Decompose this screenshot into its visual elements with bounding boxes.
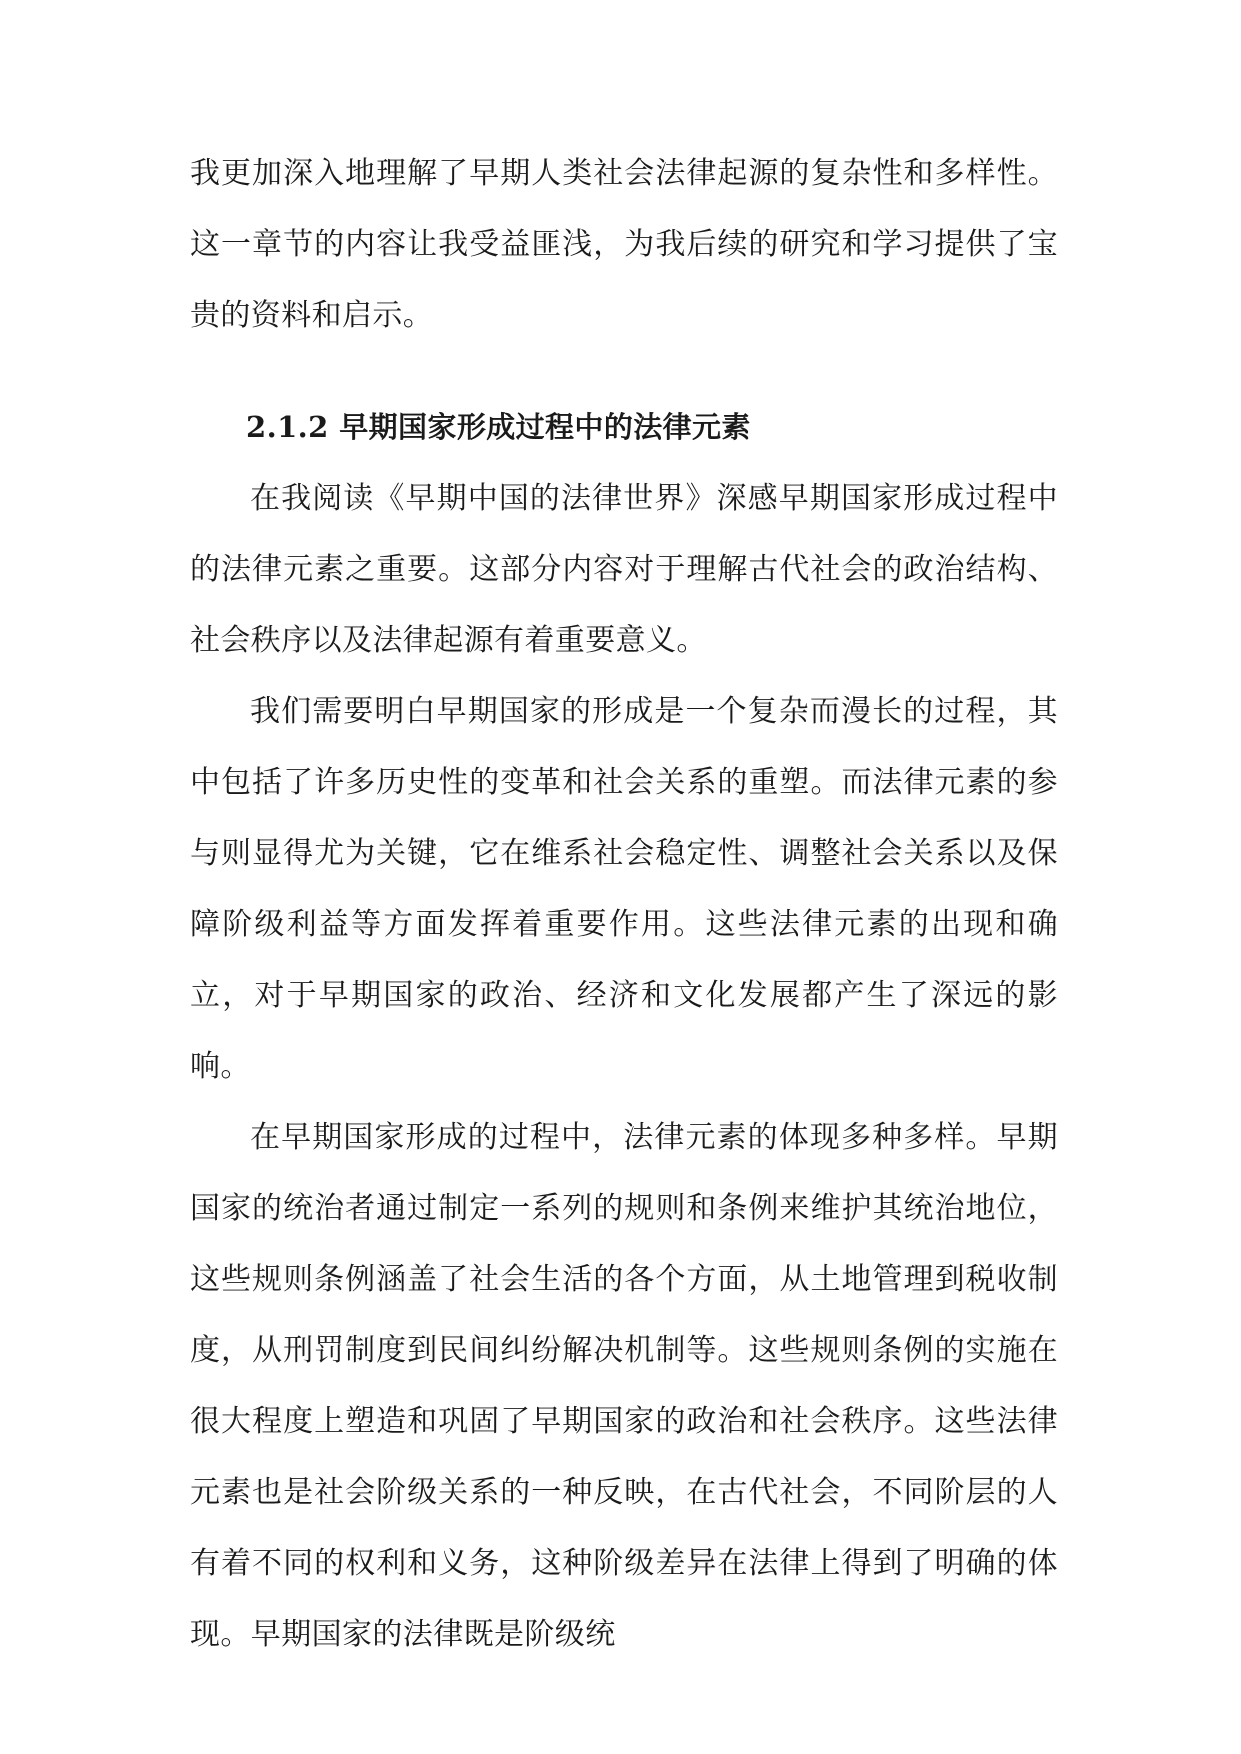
section-heading: 2.1.2 早期国家形成过程中的法律元素 — [246, 410, 751, 444]
body-paragraph: 在我阅读《早期中国的法律世界》深感早期国家形成过程中的法律元素之重要。这部分内容对于理解古代社会的政治结构、社会秩序以及法律起源有着重要意义。 — [190, 481, 1058, 658]
continuation-paragraph: 我更加深入地理解了早期人类社会法律起源的复杂性和多样性。这一章节的内容让我受益匪浅，为我后续的研究和学习提供了宝贵的资料和启示。 — [190, 156, 1058, 333]
body-paragraph: 在早期国家形成的过程中，法律元素的体现多种多样。早期国家的统治者通过制定一系列的规则和条例来维护其统治地位，这些规则条例涵盖了社会生活的各个方面，从土地管理到税收制度，从刑罚制度到民间纠纷解决机制等。这些规则条例的实施在很大程度上塑造和巩固了早期国家的政治和社会秩序。这些法律元素也是社会阶级关系的一种反映，在古代社会，不同阶层的人有着不同的权利和义务，这种阶级差异在法律上得到了明确的体现。早期国家的法律既是阶级统 — [190, 1120, 1058, 1652]
document-body — [190, 138, 1058, 1670]
body-paragraph: 我们需要明白早期国家的形成是一个复杂而漫长的过程，其中包括了许多历史性的变革和社会关系的重塑。而法律元素的参与则显得尤为关键，它在维系社会稳定性、调整社会关系以及保障阶级利益等方面发挥着重要作用。这些法律元素的出现和确立，对于早期国家的政治、经济和文化发展都产生了深远的影响。 — [190, 694, 1058, 1084]
section-spacing — [190, 351, 1058, 392]
